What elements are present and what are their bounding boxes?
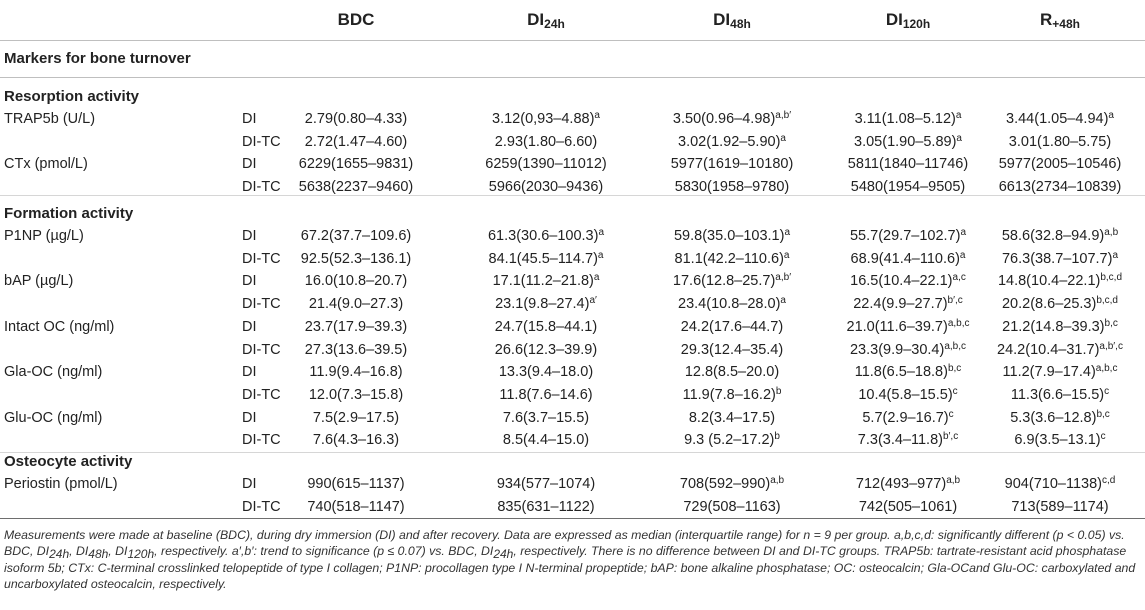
cell-bdc: [266, 250, 446, 268]
table-row: [0, 131, 1145, 153]
significance-marker: a: [594, 110, 600, 121]
group-label: DI: [242, 111, 257, 127]
significance-marker: b,c,d: [1096, 295, 1118, 307]
cell-di48h: [642, 272, 822, 290]
cell-value: 3.02(1.92–5.90): [678, 133, 781, 150]
significance-marker: a: [780, 132, 786, 144]
section-divider: [0, 195, 1145, 196]
group-label: DI-TC: [242, 179, 281, 196]
cell-di48h: [642, 363, 822, 381]
cell-value: 24.2(10.4–31.7): [997, 341, 1100, 358]
cell-di48h: [642, 133, 822, 151]
table-row: [0, 153, 1145, 175]
cell-value: 8.2(3.4–17.5): [688, 409, 776, 426]
cell-value: 8.5(4.4–15.0): [502, 432, 590, 449]
significance-marker: a,b′: [775, 110, 792, 121]
marker-name: CTx (pmol/L): [4, 156, 88, 173]
significance-marker: a: [955, 110, 962, 121]
cell-value: 7.5(2.9–17.5): [312, 409, 400, 426]
cell-value: 26.6(12.3–39.9): [494, 341, 598, 358]
cell-di48h: [642, 178, 822, 196]
significance-marker: c: [952, 385, 958, 397]
table-row: [0, 248, 1145, 270]
table-row: [0, 293, 1145, 315]
cell-di48h: [642, 341, 822, 359]
cell-value: 2.72(1.47–4.60): [304, 133, 408, 150]
cell-value: 3.01(1.80–5.75): [1008, 133, 1112, 150]
cell-value: 5966(2030–9436): [488, 179, 604, 196]
cell-di48h: [642, 386, 822, 404]
cell-r48h: [976, 295, 1144, 313]
cell-value: 24.2(17.6–44.7): [680, 318, 784, 335]
cell-value: 11.2(7.9–17.4): [1002, 364, 1096, 381]
cell-value: 55.7(29.7–102.7): [849, 228, 961, 244]
table-row: [0, 316, 1145, 338]
cell-value: 16.0(10.8–20.7): [304, 273, 408, 290]
cell-value: 5811(1840–11746): [847, 156, 969, 173]
cell-value: 68.9(41.4–110.6): [850, 250, 960, 267]
group-label: DI: [242, 364, 257, 381]
cell-di120h: [818, 250, 998, 268]
table-row: [0, 384, 1145, 406]
table-row: [0, 407, 1145, 429]
cell-di48h: [642, 318, 822, 336]
cell-bdc: [266, 295, 446, 313]
cell-value: 6.9(3.5–13.1): [1014, 432, 1101, 449]
cell-di120h: [818, 409, 998, 427]
table-row: [0, 339, 1145, 361]
group-label: DI-TC: [242, 432, 281, 449]
footnote-subscript: 24h: [493, 547, 514, 562]
table-row: [0, 270, 1145, 292]
col-header-label: DI: [527, 10, 545, 29]
cell-value: 23.3(9.9–30.4): [849, 341, 945, 358]
significance-marker: c: [1104, 385, 1110, 397]
significance-marker: b,c: [947, 363, 962, 375]
significance-marker: b′,c: [942, 431, 959, 443]
cell-di24h: [456, 155, 636, 173]
group-label: DI-TC: [242, 498, 281, 515]
cell-bdc: [266, 178, 446, 196]
significance-marker: a: [597, 249, 604, 261]
marker-name: bAP (µg/L): [4, 273, 74, 290]
significance-marker: b: [775, 385, 782, 397]
section-title: Formation activity: [4, 205, 134, 222]
cell-value: 5.3(3.6–12.8): [1010, 409, 1097, 426]
table-row: [0, 108, 1145, 130]
cell-value: 2.79(0.80–4.33): [304, 111, 408, 127]
cell-value: 742(505–1061): [858, 498, 958, 515]
significance-marker: a,c: [952, 272, 966, 284]
cell-value: 24.7(15.8–44.1): [494, 318, 598, 335]
marker-name: Glu-OC (ng/ml): [4, 409, 103, 426]
cell-value: 22.4(9.9–27.7): [853, 296, 948, 313]
cell-value: 17.6(12.8–25.7): [672, 273, 776, 290]
cell-bdc: [266, 272, 446, 290]
cell-r48h: [976, 178, 1144, 196]
col-header-subscript: 48h: [730, 17, 751, 31]
cell-bdc: [266, 318, 446, 336]
col-header-label: R: [1040, 10, 1053, 29]
significance-marker: a,b,c: [944, 340, 966, 352]
group-label: DI-TC: [242, 341, 281, 358]
cell-value: 20.2(8.6–25.3): [1001, 296, 1097, 313]
cell-value: 17.1(11.2–21.8): [492, 273, 594, 290]
section-title: Resorption activity: [4, 88, 140, 105]
cell-value: 11.8(6.5–18.8): [854, 364, 948, 381]
cell-di48h: [642, 155, 822, 173]
cell-value: 3.12(0,93–4.88): [492, 111, 595, 127]
significance-marker: c: [1100, 431, 1106, 443]
cell-value: 3.11(1.08–5.12): [854, 111, 956, 127]
significance-marker: a,b′,c: [1099, 340, 1123, 352]
cell-value: 2.93(1.80–6.60): [494, 133, 598, 150]
cell-bdc: [266, 475, 446, 493]
cell-di48h: [642, 110, 822, 128]
col-header-r48h: [976, 10, 1144, 30]
cell-value: 6229(1655–9831): [298, 156, 414, 173]
col-header-subscript: 120h: [902, 17, 931, 31]
cell-r48h: [976, 475, 1144, 493]
group-label: DI-TC: [242, 133, 281, 150]
col-header-bdc: [266, 10, 446, 30]
cell-di120h: [818, 272, 998, 290]
cell-value: 3.05(1.90–5.89): [854, 133, 957, 150]
cell-value: 16.5(10.4–22.1): [850, 273, 953, 290]
cell-r48h: [976, 318, 1144, 336]
cell-di24h: [456, 363, 636, 381]
significance-marker: a: [1108, 110, 1114, 121]
cell-r48h: [976, 133, 1144, 151]
cell-r48h: [976, 272, 1144, 290]
cell-r48h: [976, 431, 1144, 449]
cell-r48h: [976, 363, 1144, 381]
marker-name: Intact OC (ng/ml): [4, 318, 115, 335]
cell-bdc: [266, 155, 446, 173]
significance-marker: a,b: [770, 475, 785, 486]
table-row: [0, 225, 1145, 247]
cell-value: 14.8(10.4–22.1): [997, 273, 1101, 290]
cell-di24h: [456, 498, 636, 516]
significance-marker: a,b′: [775, 272, 792, 284]
cell-di120h: [818, 475, 998, 493]
group-label: DI: [242, 228, 257, 244]
group-label: DI: [242, 476, 257, 492]
significance-marker: b: [774, 431, 780, 443]
cell-value: 23.4(10.8–28.0): [678, 296, 781, 313]
cell-value: 934(577–1074): [496, 476, 596, 492]
cell-value: 7.3(3.4–11.8): [857, 432, 943, 449]
cell-di24h: [456, 431, 636, 449]
cell-value: 712(493–977): [855, 476, 947, 492]
significance-marker: a: [960, 227, 966, 238]
cell-value: 740(518–1147): [307, 498, 405, 515]
cell-value: 835(631–1122): [497, 498, 595, 515]
header-divider: [0, 40, 1145, 41]
cell-bdc: [266, 227, 446, 245]
cell-value: 12.0(7.3–15.8): [308, 386, 404, 403]
footnote-text: , DI: [69, 544, 89, 559]
cell-value: 61.3(30.6–100.3): [487, 228, 599, 244]
significance-marker: a: [1112, 249, 1118, 261]
heading-divider: [0, 77, 1145, 78]
cell-value: 92.5(52.3–136.1): [300, 250, 412, 267]
cell-di24h: [456, 227, 636, 245]
cell-di120h: [818, 431, 998, 449]
cell-value: 10.4(5.8–15.5): [858, 386, 953, 403]
cell-bdc: [266, 386, 446, 404]
cell-di24h: [456, 341, 636, 359]
cell-value: 11.3(6.6–15.5): [1010, 386, 1105, 403]
marker-name: P1NP (µg/L): [4, 228, 84, 244]
cell-di24h: [456, 250, 636, 268]
cell-r48h: [976, 110, 1144, 128]
cell-value: 6259(1390–11012): [485, 156, 607, 173]
col-header-label: DI: [713, 10, 731, 29]
significance-marker: a,b,c: [1095, 363, 1118, 375]
cell-di120h: [818, 363, 998, 381]
cell-r48h: [976, 250, 1144, 268]
cell-di24h: [456, 272, 636, 290]
cell-di120h: [818, 133, 998, 151]
group-label: DI: [242, 318, 257, 335]
col-header-di48h: [642, 10, 822, 30]
cell-bdc: [266, 363, 446, 381]
cell-di48h: [642, 409, 822, 427]
marker-name: Periostin (pmol/L): [4, 476, 118, 492]
cell-r48h: [976, 409, 1144, 427]
cell-di120h: [818, 155, 998, 173]
cell-bdc: [266, 409, 446, 427]
cell-bdc: [266, 110, 446, 128]
cell-value: 58.6(32.8–94.9): [1001, 228, 1105, 244]
cell-di48h: [642, 250, 822, 268]
footnote-subscript: 24h: [49, 547, 70, 562]
col-header-subscript: +48h: [1052, 17, 1080, 31]
significance-marker: a: [783, 249, 790, 261]
cell-di120h: [818, 178, 998, 196]
cell-di120h: [818, 110, 998, 128]
significance-marker: a: [593, 272, 600, 284]
cell-bdc: [266, 341, 446, 359]
significance-marker: a,b: [1104, 227, 1119, 238]
cell-value: 23.7(17.9–39.3): [304, 318, 408, 335]
cell-di24h: [456, 178, 636, 196]
marker-name: Gla-OC (ng/ml): [4, 364, 103, 381]
cell-value: 5480(1954–9505): [850, 179, 966, 196]
cell-di120h: [818, 318, 998, 336]
group-label: DI: [242, 156, 257, 173]
significance-marker: a: [780, 295, 786, 307]
cell-r48h: [976, 386, 1144, 404]
cell-value: 59.8(35.0–103.1): [673, 228, 785, 244]
section-title: Osteocyte activity: [4, 453, 133, 470]
cell-di48h: [642, 498, 822, 516]
cell-r48h: [976, 498, 1144, 516]
col-header-subscript: 24h: [544, 17, 565, 31]
col-header-label: BDC: [337, 10, 375, 29]
group-label: DI: [242, 273, 257, 290]
section-divider: [0, 452, 1145, 453]
cell-value: 5.7(2.9–16.7): [862, 409, 949, 426]
cell-value: 713(589–1174): [1011, 498, 1109, 515]
significance-marker: a: [959, 249, 966, 261]
table-footnote: [4, 527, 1142, 592]
footnote-text: , DI: [108, 544, 128, 559]
cell-value: 11.9(7.8–16.2): [682, 386, 776, 403]
footnote-text: , respectively. There is no difference between DI and DI-TC groups. TRAP5b: tartrate-resistant acid phosphatase isoform 5b; CTx: C-terminal crosslinked telopeptide of type I collagen; P1NP: procollagen type I N-terminal propeptide; bAP: bone alkaline phosphatase; OC: osteocalcin; Gla-OCand Glu-OC: carboxylated and uncarboxylated osteocalcin, respectively.: [4, 544, 1136, 591]
cell-value: 23.1(9.8–27.4): [495, 296, 590, 313]
cell-value: 3.44(1.05–4.94): [1006, 111, 1109, 127]
footnote-subscript: 120h: [127, 547, 155, 562]
cell-di48h: [642, 295, 822, 313]
footnote-text: , respectively. a′,b′: trend to significance (p ≤ 0.07) vs. BDC, DI: [154, 544, 494, 559]
cell-value: 11.8(7.6–14.6): [499, 386, 593, 403]
group-label: DI-TC: [242, 250, 281, 267]
cell-value: 9.3 (5.2–17.2): [684, 432, 775, 449]
footnote-subscript: 48h: [88, 547, 109, 562]
cell-r48h: [976, 155, 1144, 173]
cell-value: 5830(1958–9780): [674, 179, 790, 196]
cell-di48h: [642, 227, 822, 245]
group-label: DI-TC: [242, 296, 281, 313]
cell-bdc: [266, 498, 446, 516]
significance-marker: a: [598, 227, 604, 238]
cell-di120h: [818, 498, 998, 516]
cell-value: 27.3(13.6–39.5): [304, 341, 408, 358]
cell-di24h: [456, 409, 636, 427]
cell-value: 21.2(14.8–39.3): [1002, 318, 1105, 335]
significance-marker: a: [956, 132, 962, 144]
table-row: [0, 473, 1145, 495]
cell-di48h: [642, 431, 822, 449]
table-row: [0, 361, 1145, 383]
cell-di24h: [456, 318, 636, 336]
cell-value: 12.8(8.5–20.0): [684, 364, 780, 381]
cell-di120h: [818, 227, 998, 245]
cell-value: 5977(1619–10180): [670, 156, 794, 173]
significance-marker: a,b,c: [947, 317, 970, 329]
cell-value: 7.6(4.3–16.3): [312, 432, 400, 449]
cell-value: 81.1(42.2–110.6): [674, 250, 784, 267]
cell-value: 13.3(9.4–18.0): [498, 364, 594, 381]
cell-value: 6613(2734–10839): [998, 179, 1122, 196]
col-header-di24h: [456, 10, 636, 30]
cell-value: 708(592–990): [679, 476, 771, 492]
cell-r48h: [976, 227, 1144, 245]
cell-r48h: [976, 341, 1144, 359]
cell-value: 21.4(9.0–27.3): [308, 296, 404, 313]
cell-value: 84.1(45.5–114.7): [488, 250, 598, 267]
cell-di120h: [818, 386, 998, 404]
cell-di24h: [456, 475, 636, 493]
table-row: [0, 429, 1145, 451]
col-header-label: DI: [885, 10, 903, 29]
marker-name: TRAP5b (U/L): [4, 111, 96, 127]
cell-di120h: [818, 341, 998, 359]
significance-marker: b,c: [1096, 408, 1110, 420]
col-header-di120h: [818, 10, 998, 30]
significance-marker: b,c,d: [1100, 272, 1123, 284]
significance-marker: b,c: [1104, 317, 1118, 329]
significance-marker: a,b: [946, 475, 961, 486]
group-label: DI: [242, 409, 257, 426]
significance-marker: a′: [589, 295, 597, 307]
cell-bdc: [266, 133, 446, 151]
cell-value: 67.2(37.7–109.6): [300, 228, 412, 244]
cell-bdc: [266, 431, 446, 449]
cell-value: 29.3(12.4–35.4): [680, 341, 784, 358]
cell-value: 21.0(11.6–39.7): [846, 318, 948, 335]
significance-marker: c: [948, 408, 954, 420]
cell-value: 7.6(3.7–15.5): [502, 409, 590, 426]
cell-value: 76.3(38.7–107.7): [1001, 250, 1113, 267]
cell-value: 5638(2237–9460): [298, 179, 414, 196]
significance-marker: c,d: [1101, 475, 1116, 486]
table-bottom-rule: [0, 518, 1145, 519]
cell-di120h: [818, 295, 998, 313]
group-label: DI-TC: [242, 386, 281, 403]
cell-value: 3.50(0.96–4.98): [672, 111, 776, 127]
cell-value: 5977(2005–10546): [998, 156, 1122, 173]
cell-di24h: [456, 386, 636, 404]
table-row: [0, 496, 1145, 518]
cell-di48h: [642, 475, 822, 493]
cell-value: 729(508–1163): [683, 498, 781, 515]
cell-di24h: [456, 295, 636, 313]
cell-di24h: [456, 133, 636, 151]
cell-value: 11.9(9.4–16.8): [309, 364, 403, 381]
cell-di24h: [456, 110, 636, 128]
cell-value: 990(615–1137): [307, 476, 405, 492]
footnote-text: Measurements were made at baseline (BDC), during dry immersion (DI) and after recovery. Data are expressed as median (interquartile range) for n = 9 per group. a,b,c,d: significantly different (p < 0.05) vs. BDC, DI: [4, 528, 1125, 559]
significance-marker: b′,c: [947, 295, 963, 307]
cell-value: 904(710–1138): [1004, 476, 1102, 492]
table-heading: Markers for bone turnover: [4, 50, 191, 67]
significance-marker: a: [784, 227, 790, 238]
